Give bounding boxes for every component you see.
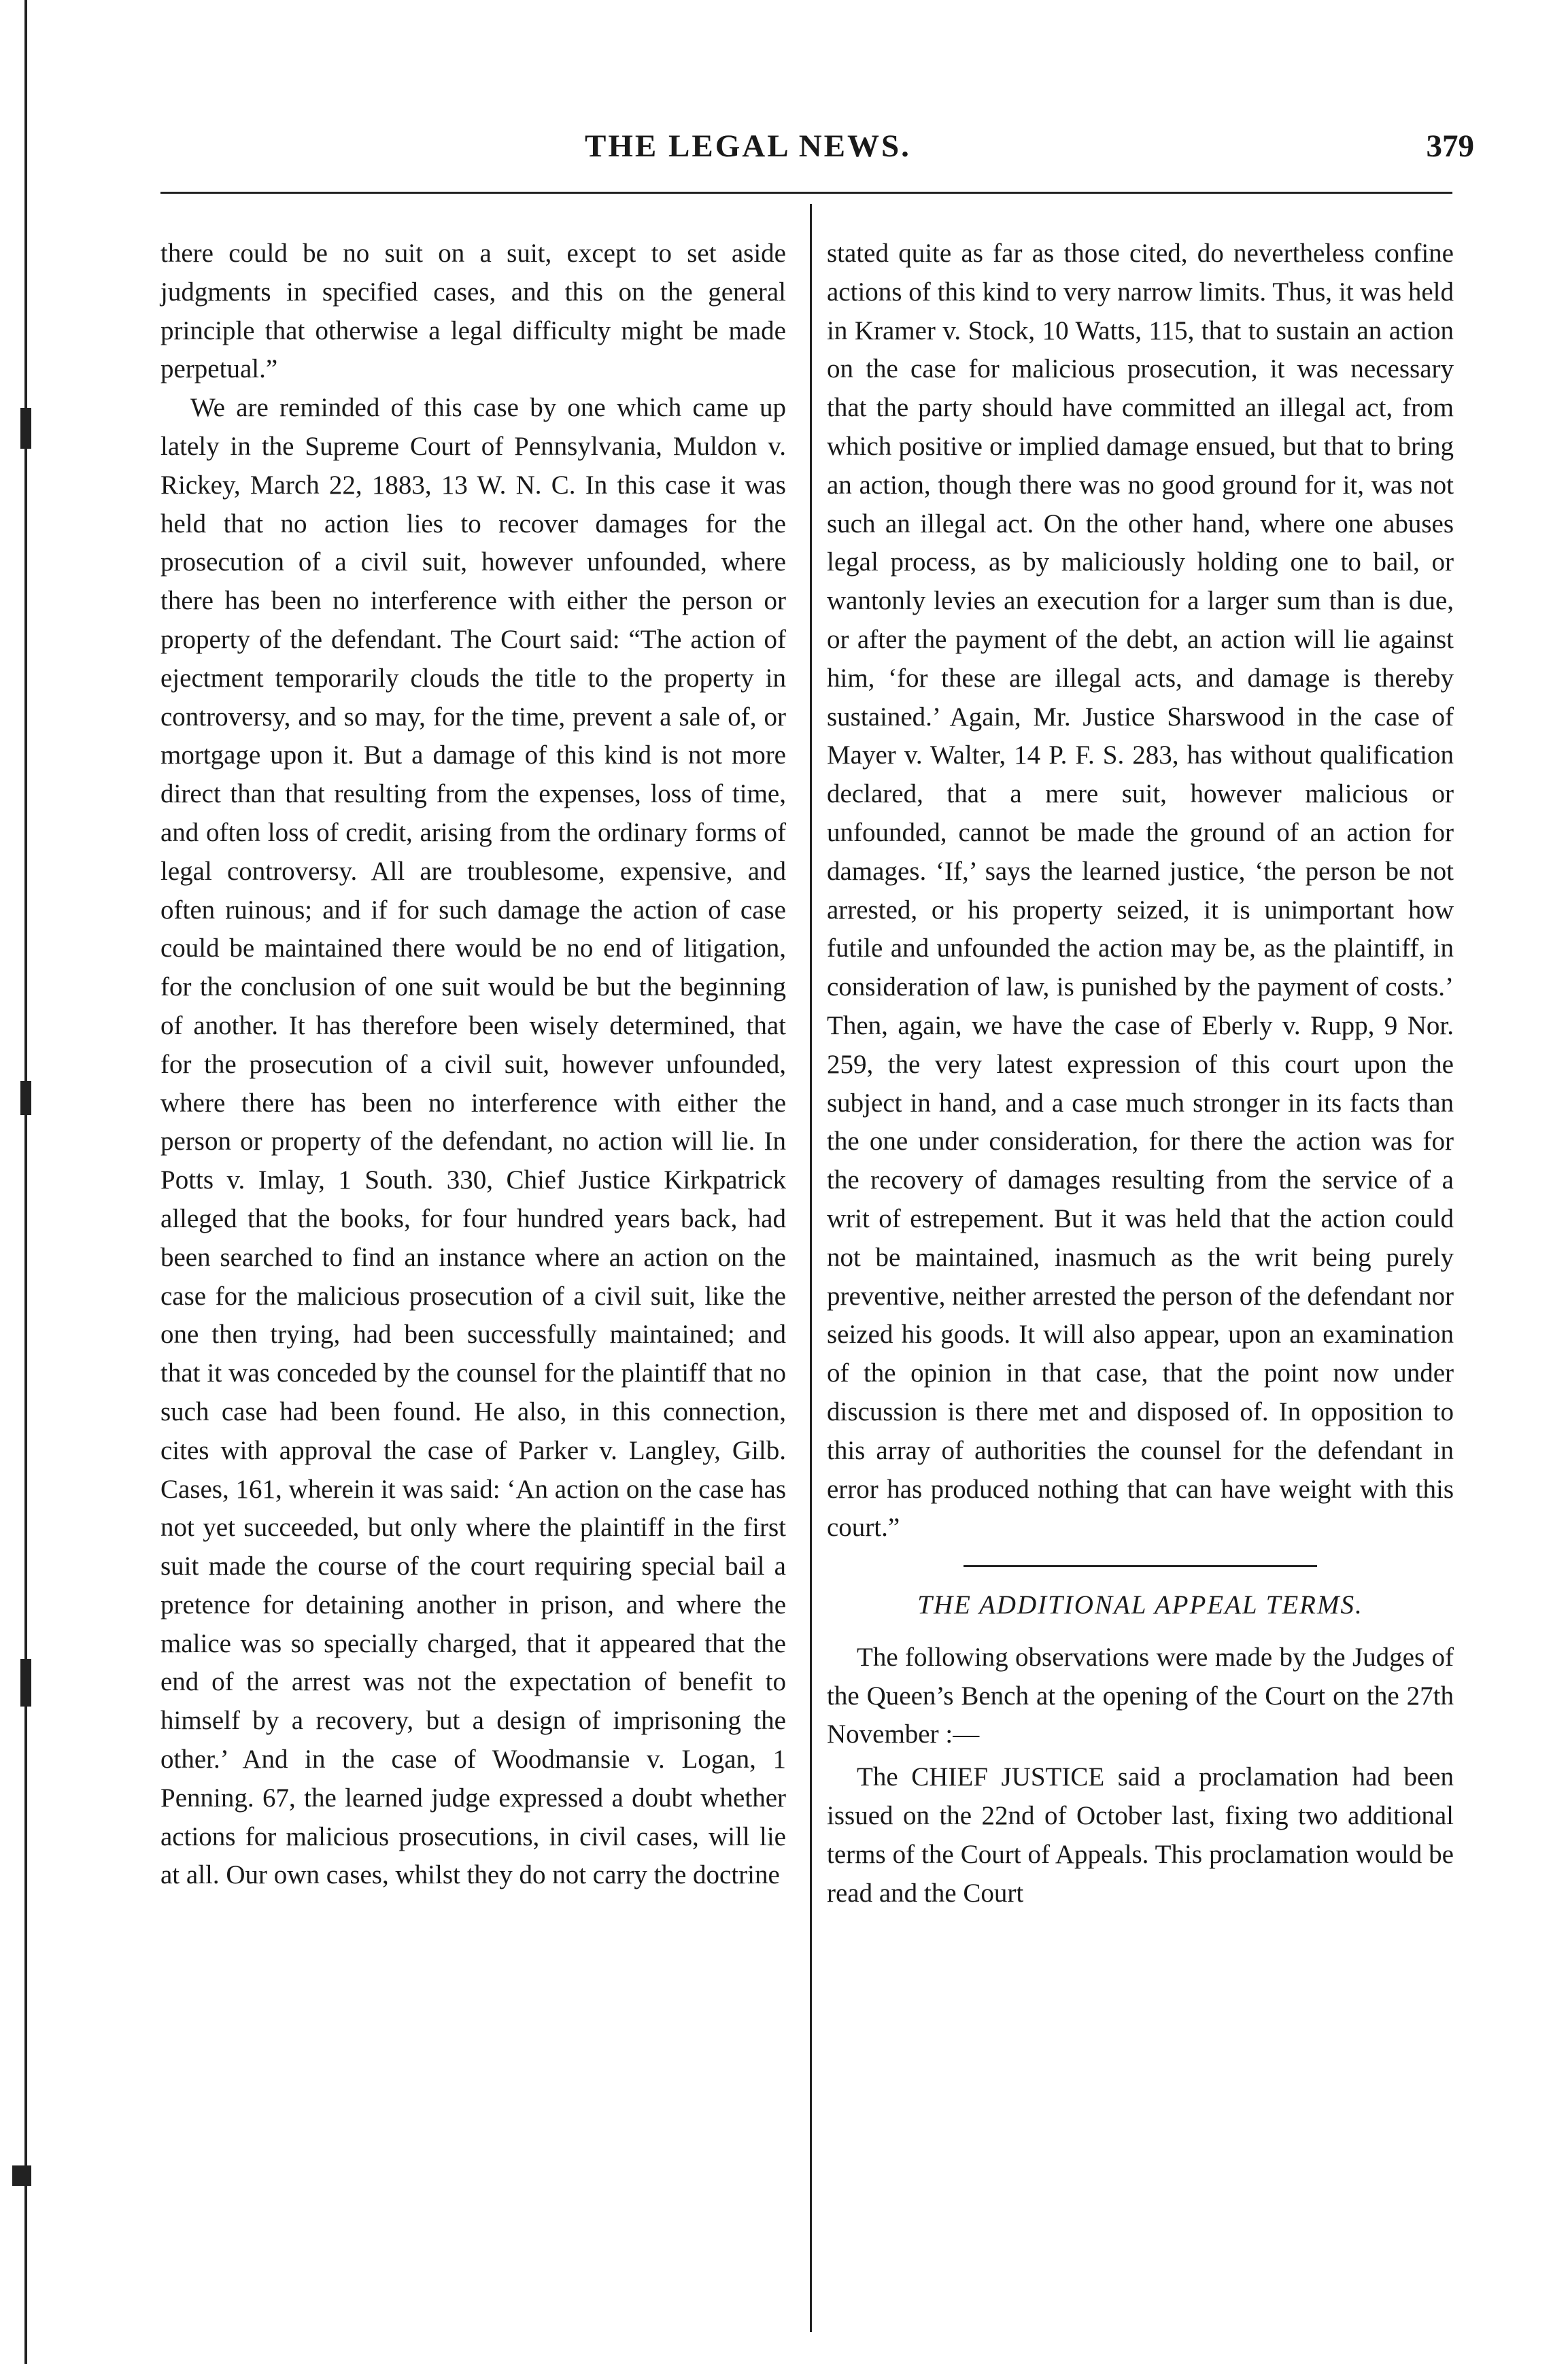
left-column (160, 235, 786, 1895)
paragraph: The following observations were made by the Judges of the Queen’s Bench at the opening of the Court on the 27th November :— (827, 1642, 1454, 1749)
right-column (827, 235, 1454, 1913)
scan-edge-mark (20, 1081, 31, 1115)
header-rule (160, 192, 1452, 194)
paragraph: We are reminded of this case by one which came up lately in the Supreme Court of Pennsylvania, Muldon v. Rickey, March 22, 1883, 13 W. N. C. In this case it was held that no action lies to recover damages for the prosecution of a civil suit, however unfounded, where there has been no interference with either the person or property of the defendant. The Court said: “The action of ejectment temporarily clouds the title to the property in controversy, and so may, for the time, prevent a sale of, or mortgage upon it. But a damage of this kind is not more direct than that resulting from the expenses, loss of time, and often loss of credit, arising from the ordinary forms of legal controversy. All are troublesome, expensive, and often ruinous; and if for such damage the action of case could be maintained there would be no end of litigation, for the conclusion of one suit would be but the beginning of another. It has therefore been wisely determined, that for the prosecution of a civil suit, however unfounded, where there has been no interference with either the person or property of the defendant, no action will lie. In Potts v. Imlay, 1 South. 330, Chief Justice Kirkpatrick alleged that the books, for four hundred years back, had been searched to find an instance where an action on the case for the malicious prosecution of a civil suit, like the one then trying, had been successfully maintained; and that it was conceded by the counsel for the plaintiff that no such case had been found. He also, in this connection, cites with approval the case of Parker v. Langley, Gilb. Cases, 161, wherein it was said: ‘An action on the case has not yet succeeded, but only where the plaintiff in the first suit made the course of the court requiring special bail a pretence for detaining another in prison, and where the malice was so specially charged, that it appeared that the end of the arrest was not the expectation of benefit to himself by a recovery, but a design of imprisoning the other.’ And in the case of Woodmansie v. Logan, 1 Penning. 67, the learned judge expressed a doubt whether actions for malicious prosecutions, in civil cases, will lie at all. Our own cases, whilst they do not carry the doctrine (160, 393, 786, 1890)
paragraph: there could be no suit on a suit, except to set aside judgments in specified cases, and this on the general principle that otherwise a legal difficulty might be made perpetual.” (160, 239, 786, 384)
section-heading: THE ADDITIONAL APPEAL TERMS. (917, 1590, 1363, 1620)
page-number: 379 (1426, 129, 1474, 164)
column-divider (810, 204, 812, 2332)
scan-edge-mark (20, 408, 31, 449)
scan-edge-mark (20, 1659, 31, 1707)
running-head: THE LEGAL NEWS. (585, 129, 911, 164)
section-divider (964, 1565, 1317, 1567)
paragraph: The CHIEF JUSTICE said a proclamation had been issued on the 22nd of October last, fixing two additional terms of the Court of Appeals. This proclamation would be read and the Court (827, 1762, 1454, 1908)
paragraph: stated quite as far as those cited, do nevertheless confine actions of this kind to very narrow limits. Thus, it was held in Kramer v. Stock, 10 Watts, 115, that to sustain an action on the case for malicious prosecution, it was necessary that the party should have committed an illegal act, from which positive or implied damage ensued, but that to bring an action, though there was no good ground for it, was not such an illegal act. On the other hand, where one abuses legal process, as by maliciously holding one to bail, or wantonly levies an execution for a larger sum than is due, or after the payment of the debt, an action will lie against him, ‘for these are illegal acts, and damage is thereby sustained.’ Again, Mr. Justice Sharswood in the case of Mayer v. Walter, 14 P. F. S. 283, has without qualification declared, that a mere suit, however malicious or unfounded, cannot be made the ground of an action for damages. ‘If,’ says the learned justice, ‘the person be not arrested, or his property seized, it is unimportant how futile and unfounded the action may be, as the plaintiff, in consideration of law, is punished by the payment of costs.’ Then, again, we have the case of Eberly v. Rupp, 9 Nor. 259, the very latest expression of this court upon the subject in hand, and a case much stronger in its facts than the one under consideration, for there the action was for the recovery of damages resulting from the service of a writ of estrepement. But it was held that the action could not be maintained, inasmuch as the writ being purely preventive, neither arrested the person of the defendant nor seized his goods. It will also appear, upon an examination of the opinion in that case, that the point now under discussion is there met and disposed of. In opposition to this array of authorities the counsel for the defendant in error has produced nothing that can have weight with this court.” (827, 239, 1454, 1543)
scan-edge-mark (12, 2165, 31, 2186)
scan-edge-line (24, 0, 27, 2364)
